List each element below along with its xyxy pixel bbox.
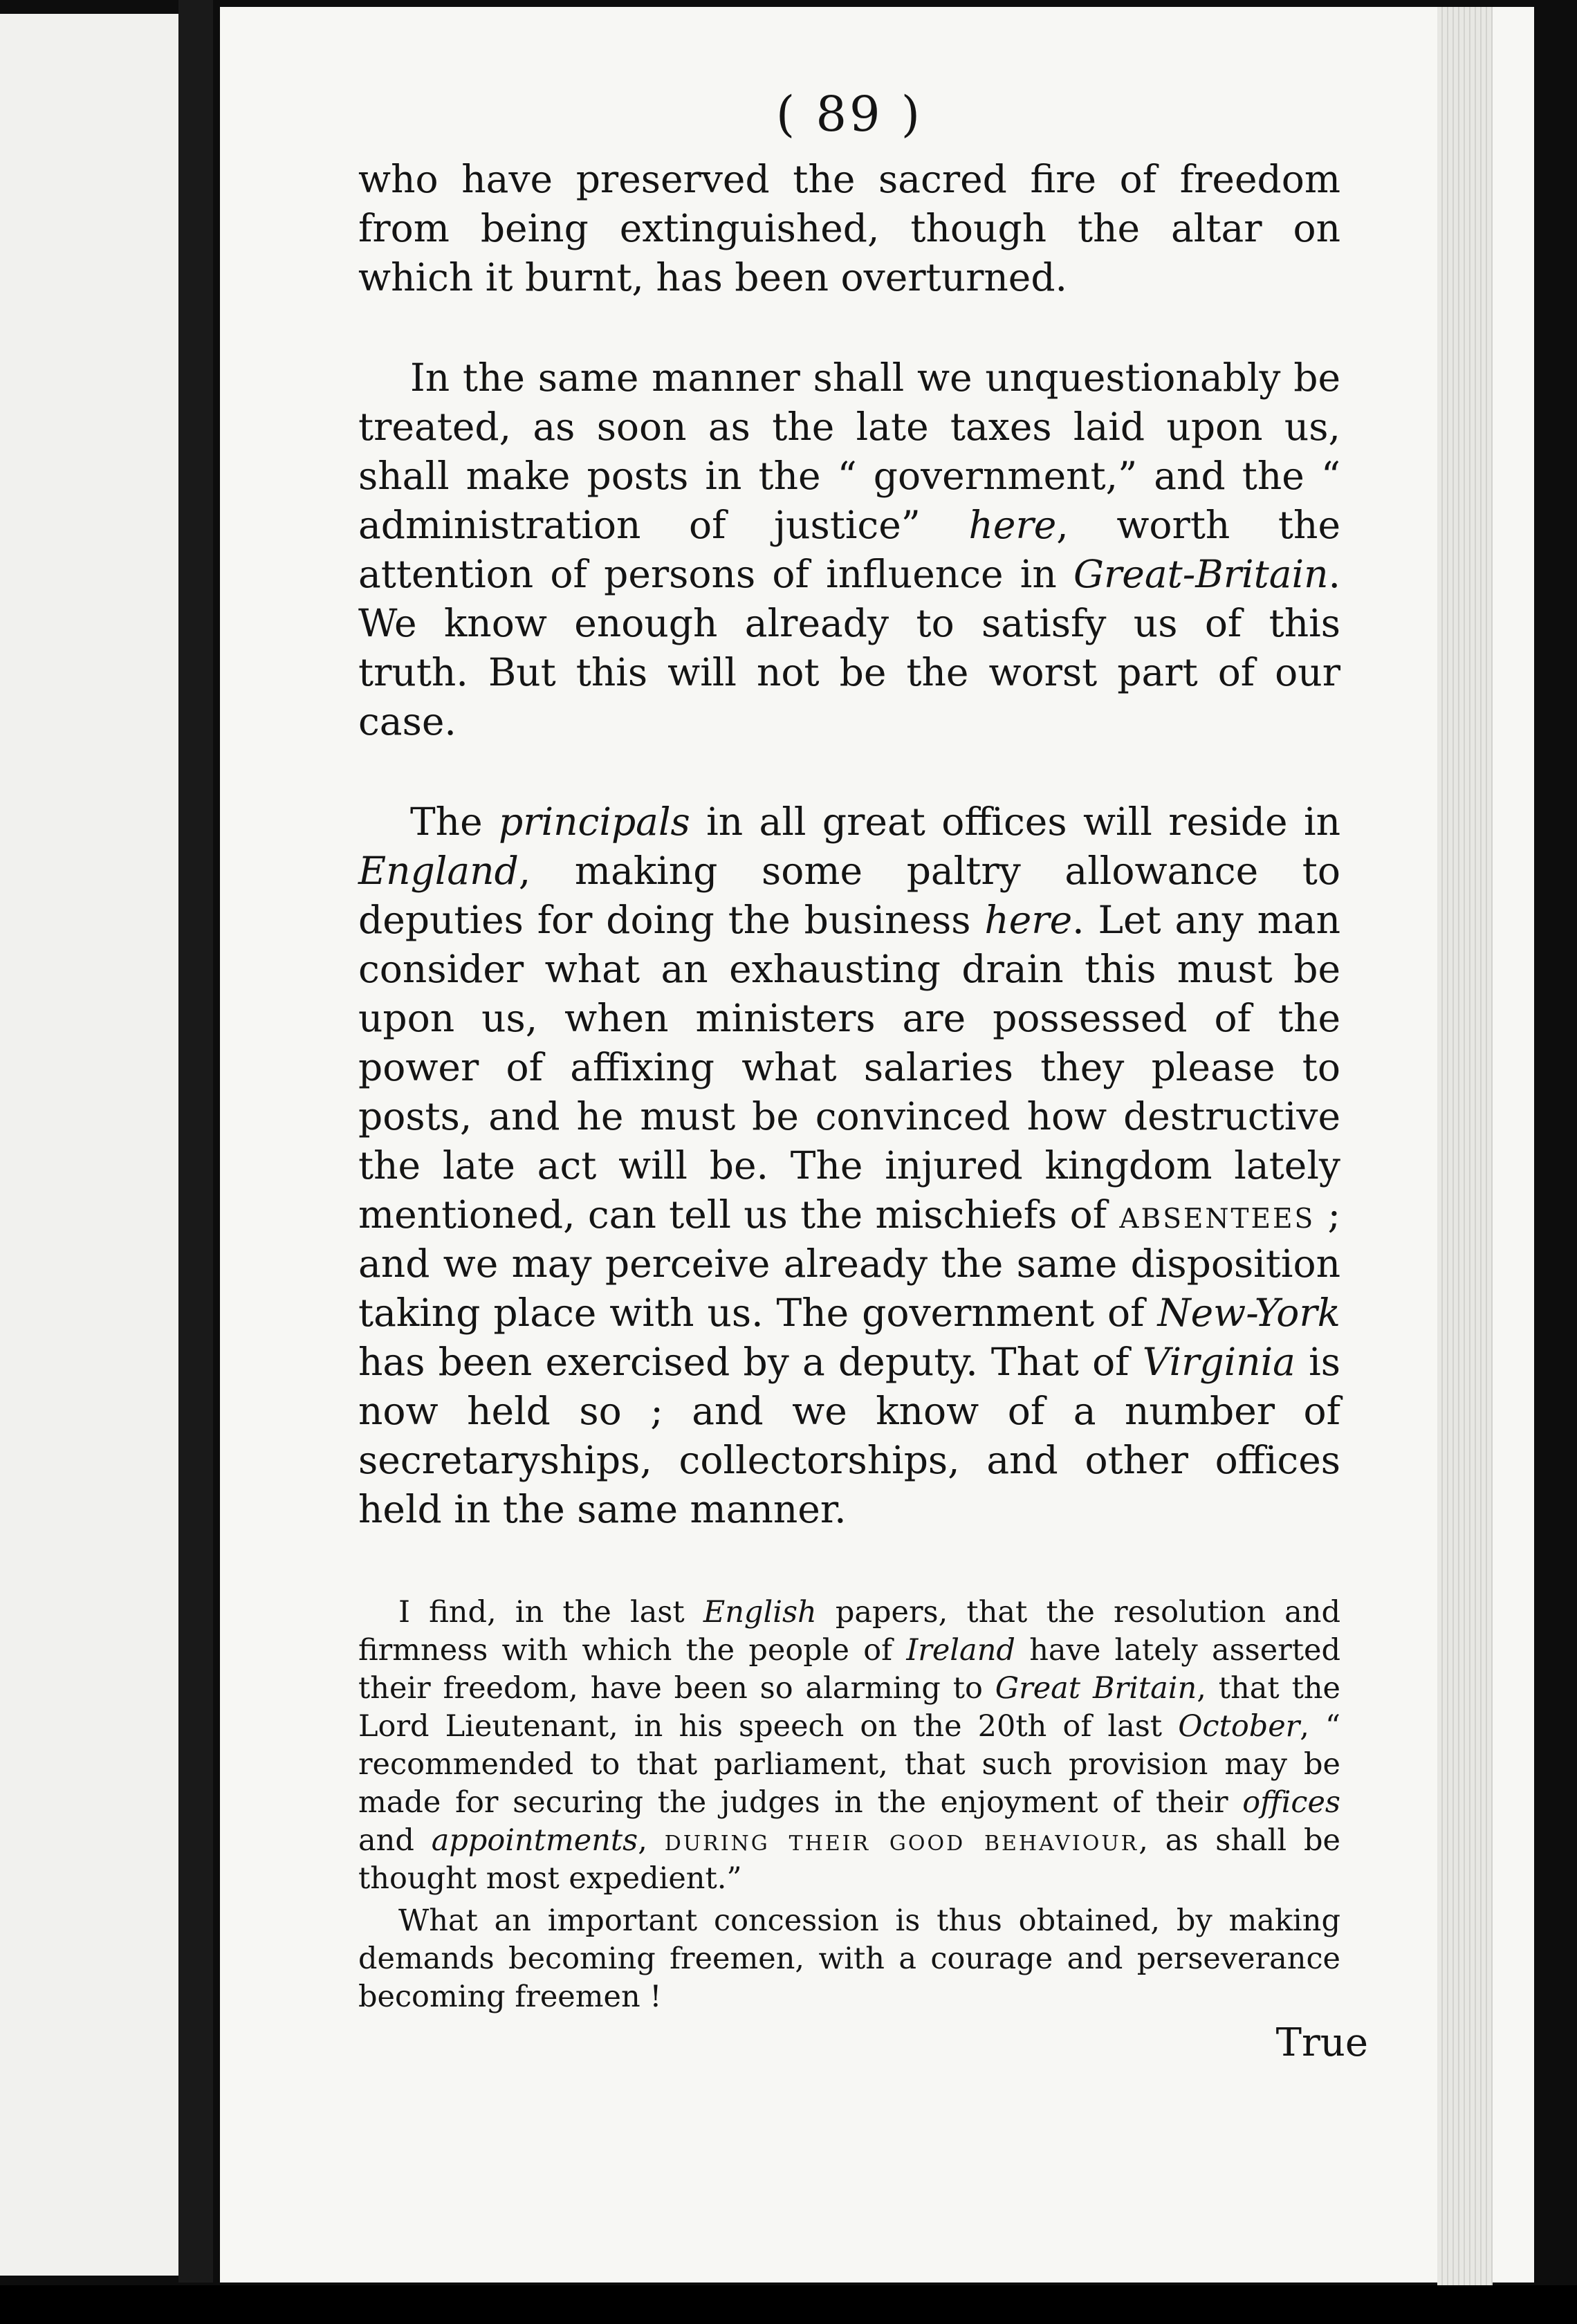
italic-segment: English [703, 1595, 817, 1630]
catchword: True [1275, 2020, 1368, 2065]
book-gutter [178, 0, 213, 2282]
italic-segment: Great Britain [995, 1671, 1197, 1706]
text-segment: who have preserved the sacred fire of freedom from being extinguished, though the altar on which it burnt, has been overturned. [358, 157, 1340, 299]
text-segment: is now held so ; and we know of a number of secretaryships, collectorships, and other offices held in the same manner. [358, 1340, 1340, 1531]
text-segment: I find, in the last [398, 1595, 703, 1630]
italic-segment: offices [1242, 1785, 1340, 1820]
text-segment: . We know enough already to satisfy us of this truth. But this will not be the worst part of our case. [358, 552, 1340, 744]
italic-segment: Great-Britain [1073, 552, 1329, 596]
page-number: ( 89 ) [775, 86, 923, 142]
italic-segment: here [984, 898, 1073, 942]
text-segment: , “ recommended to that parliament, that such provision may be made for securing the judges in the enjoyment of their [358, 1709, 1340, 1820]
scan-bottom-border [0, 2285, 1577, 2324]
italic-segment: New-York [1157, 1291, 1340, 1335]
book-page [220, 7, 1534, 2282]
text-segment: , making some paltry allowance to deputies for doing the business [358, 849, 1340, 942]
text-segment: . Let any man consider what an exhausting drain this must be upon us, when ministers are possessed of the power of affixing what salaries they please to posts, and he must be convinced how destructive the late act will be. The injured kingdom lately mentioned, can tell us the mischiefs of [358, 898, 1340, 1237]
page-content [358, 83, 1368, 2067]
left-facing-page [0, 14, 201, 2276]
italic-segment: appointments [431, 1823, 638, 1858]
text-segment: papers, that the resolution and firmness with which the people of [358, 1595, 1341, 1668]
page-edge-shading [1437, 7, 1493, 2303]
italic-segment: here [968, 503, 1057, 547]
text-segment: have lately asserted their freedom, have been so alarming to [358, 1633, 1341, 1706]
small-caps-segment: during their good behaviour [664, 1823, 1139, 1858]
paragraph-1 [358, 155, 1340, 302]
text-segment: ; and we may perceive already the same disposition taking place with us. The government of [358, 1192, 1340, 1335]
text-segment: The [410, 800, 499, 844]
text-segment: , worth the attention of persons of influence in [358, 503, 1341, 596]
footnote-paragraph-1 [358, 1594, 1340, 1898]
paragraph-2 [358, 353, 1340, 746]
italic-segment: principals [499, 800, 690, 844]
italic-segment: Ireland [906, 1633, 1015, 1668]
italic-segment: Virginia [1142, 1340, 1295, 1384]
paragraph-3 [358, 797, 1340, 1534]
text-segment: in all great offices will reside in [690, 800, 1341, 844]
text-segment: and [358, 1823, 432, 1858]
text-segment: What an important concession is thus obtained, by making demands becoming freemen, with a courage and perseverance becoming freemen ! [358, 1903, 1340, 2014]
text-segment: has been exercised by a deputy. That of [358, 1340, 1143, 1384]
text-segment: , that the Lord Lieutenant, in his speech on the 20th of last [358, 1671, 1340, 1744]
footnote-paragraph-2 [358, 1902, 1340, 2016]
text-segment: , as shall be thought most expedient.” [358, 1823, 1340, 1896]
text-segment: , [638, 1823, 665, 1858]
italic-segment: England [358, 849, 519, 893]
small-caps-segment: absentees [1119, 1192, 1316, 1237]
italic-segment: October [1178, 1709, 1300, 1744]
footnote [358, 1594, 1340, 2016]
text-segment: In the same manner shall we unquestionably be treated, as soon as the late taxes laid upon us, shall make posts in the “ government,” and the “ administration of justice” [358, 356, 1340, 547]
